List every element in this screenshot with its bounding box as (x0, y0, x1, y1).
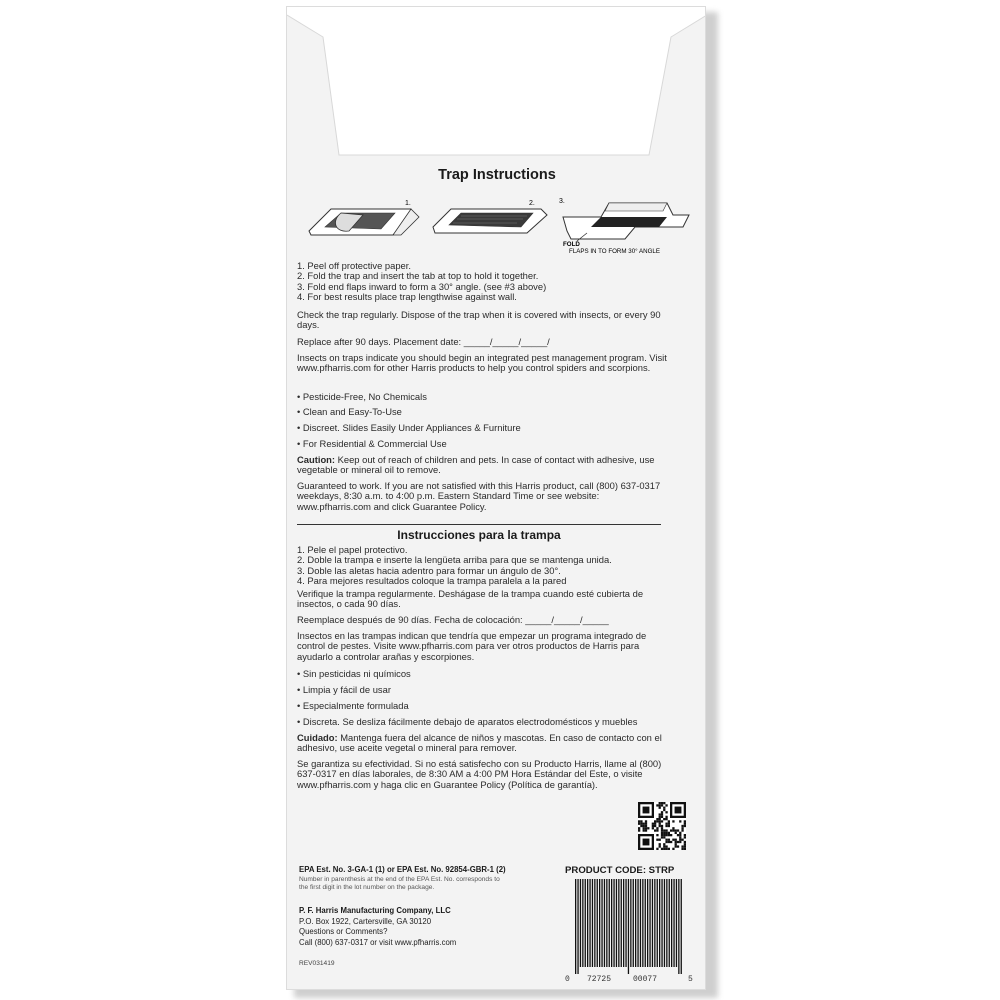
caution-label: Caution: (297, 454, 336, 465)
cuidado-text: Mantenga fuera del alcance de niños y mascotas. En caso de contacto con el adhesivo, use aceite vegetal o mineral para remover. (297, 732, 662, 754)
english-caution (297, 455, 673, 476)
spanish-bullet: • Limpia y fácil de usar (297, 684, 391, 695)
english-bullet: • Pesticide-Free, No Chemicals (297, 391, 427, 402)
spanish-bullet: • Discreta. Se desliza fácilmente debajo de aparatos electrodomésticos y muebles (297, 716, 638, 727)
qr-code (638, 802, 686, 850)
epa-note: Number in parenthesis at the end of the EPA Est. No. corresponds to the first digit in the lot number on the package. (299, 876, 500, 891)
english-bullet: • Clean and Easy-To-Use (297, 406, 402, 417)
english-bullet: • For Residential & Commercial Use (297, 438, 447, 449)
list-item: 2. Doble la trampa e inserte la lengüeta arriba para que se mantenga unida. (297, 554, 612, 566)
step2-illustration (433, 200, 547, 233)
spanish-bullet: • Especialmente formulada (297, 700, 409, 711)
english-guarantee: Guaranteed to work. If you are not satisfied with this Harris product, call (800) 637-0317 weekdays, 8:30 a.m. to 4:00 p.m. Eastern Standard Time or see website: www.pfharris.com and click Guarantee Policy. (297, 480, 661, 512)
spanish-bullet: • Sin pesticidas ni químicos (297, 668, 411, 679)
epa-number: EPA Est. No. 3-GA-1 (1) or EPA Est. No. 92854-GBR-1 (2) (299, 865, 506, 874)
barcode-digits-group1: 72725 (587, 975, 612, 984)
package-back-panel (286, 6, 706, 990)
company-name: P. F. Harris Manufacturing Company, LLC (299, 906, 451, 915)
questions-text: Questions or Comments? (299, 927, 388, 936)
instruction-illustrations (301, 191, 693, 253)
list-item: 2. Fold the trap and insert the tab at top to hold it together. (297, 270, 539, 282)
step2-number: 2. (529, 200, 535, 207)
top-flap-graphic (287, 7, 706, 167)
fold-angle-label: FLAPS IN TO FORM 30° ANGLE (569, 248, 660, 253)
english-insects: Insects on traps indicate you should begin an integrated pest management program. Visit www.pfharris.com for other Harris products to help you control spiders and scorpions. (297, 352, 667, 374)
step1-illustration (309, 200, 419, 235)
trap-instructions-title: Trap Instructions (438, 167, 556, 183)
barcode-digit-left: 0 (565, 975, 570, 984)
call-text: Call (800) 637-0317 or visit www.pfharris.com (299, 938, 457, 947)
list-item: 3. Doble las aletas hacia adentro para formar un ángulo de 30°. (297, 564, 561, 576)
spanish-check: Verifique la trampa regularmente. Deshágase de la trampa cuando esté cubierta de insectos, o cada 90 días. (297, 588, 644, 610)
spanish-guarantee: Se garantiza su efectividad. Si no está satisfecho con su Producto Harris, llame al (800) 637-0317 en días laborales, de 8:30 AM a 4:00 PM Hora Estándar del Este, o visite www.pfharris.com y haga clic en Guarantee Policy (Política de garantía). (297, 758, 662, 790)
caution-text: Keep out of reach of children and pets. In case of contact with adhesive, use vegetable or mineral oil to remove. (297, 454, 655, 476)
spanish-insects: Insectos en las trampas indican que tendría que empezar un programa integrado de control de pestes. Visite www.pfharris.com para ver otros productos de Harris para ayudarlo a controlar arañas y escorpiones. (297, 630, 647, 662)
step1-number: 1. (405, 200, 411, 207)
revision-code: REV031419 (299, 960, 335, 967)
step3-number: 3. (559, 198, 565, 205)
fold-label: FOLD (563, 241, 580, 248)
list-item: 4. Para mejores resultados coloque la trampa paralela a la pared (297, 575, 567, 587)
section-divider (297, 524, 661, 525)
step3-illustration (559, 198, 689, 253)
list-item: 3. Fold end flaps inward to form a 30° angle. (see #3 above) (297, 280, 547, 292)
english-replace: Replace after 90 days. Placement date: _____/_____/_____/ (297, 336, 550, 347)
english-check: Check the trap regularly. Dispose of the trap when it is covered with insects, or every 90 days. (297, 309, 661, 331)
barcode-digit-right: 5 (688, 975, 693, 984)
english-steps (297, 261, 673, 303)
product-code: PRODUCT CODE: STRP (565, 865, 675, 876)
spanish-steps (297, 545, 673, 587)
english-bullet: • Discreet. Slides Easily Under Appliances & Furniture (297, 422, 521, 433)
list-item: 4. For best results place trap lengthwise against wall. (297, 291, 517, 303)
spanish-caution (297, 733, 673, 754)
company-address: P.O. Box 1922, Cartersville, GA 30120 (299, 917, 432, 926)
cuidado-label: Cuidado: (297, 732, 338, 743)
spanish-replace: Reemplace después de 90 días. Fecha de colocación: _____/_____/_____ (297, 614, 609, 625)
barcode-digits-group2: 00077 (633, 975, 658, 984)
barcode (573, 879, 683, 974)
list-item: 1. Peel off protective paper. (297, 260, 411, 271)
spanish-title: Instrucciones para la trampa (397, 528, 561, 542)
list-item: 1. Pele el papel protectivo. (297, 544, 408, 555)
